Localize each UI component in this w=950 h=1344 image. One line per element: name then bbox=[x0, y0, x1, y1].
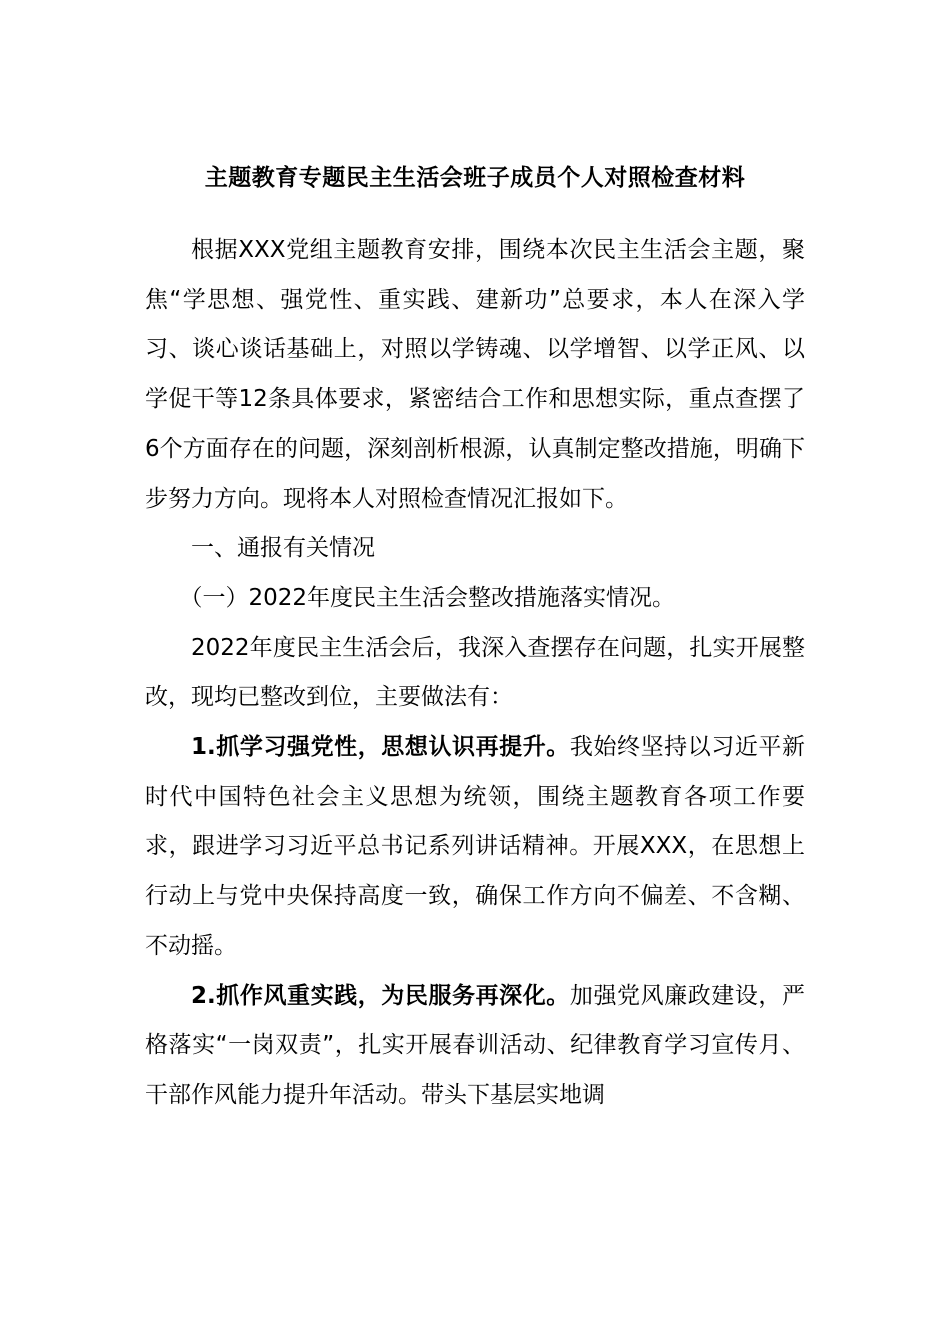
item-1-text: 我始终坚持以习近平新时代中国特色社会主义思想为统领，围绕主题教育各项工作要求，跟进学习习近平总书记系列讲话精神。开展XXX，在思想上行动上与党中央保持高度一致，确保工作方向不偏差、不含糊、不动摇。 bbox=[145, 734, 806, 959]
subsection-intro-paragraph: 2022年度民主生活会后，我深入查摆存在问题，扎实开展整改，现均已整改到位，主要做法有： bbox=[145, 634, 805, 711]
document-body bbox=[145, 226, 805, 1121]
document-title: 主题教育专题民主生活会班子成员个人对照检查材料 bbox=[204, 165, 746, 191]
item-1-lead: 1.抓学习强党性，思想认识再提升。 bbox=[191, 734, 570, 761]
section-heading: 一、通报有关情况 bbox=[191, 535, 375, 562]
item-1-paragraph bbox=[145, 723, 805, 972]
item-2-paragraph bbox=[145, 972, 805, 1121]
item-2-text: 加强党风廉政建设，严格落实“一岗双责”，扎实开展春训活动、纪律教育学习宣传月、干部作风能力提升年活动。带头下基层实地调 bbox=[145, 982, 806, 1108]
intro-paragraph: 根据XXX党组主题教育安排，围绕本次民主生活会主题，聚焦“学思想、强党性、重实践、建新功”总要求，本人在深入学习、谈心谈话基础上，对照以学铸魂、以学增智、以学正风、以学促干等12条具体要求，紧密结合工作和思想实际，重点查摆了6个方面存在的问题，深刻剖析根源，认真制定整改措施，明确下步努力方向。现将本人对照检查情况汇报如下。 bbox=[145, 237, 805, 512]
item-2-lead: 2.抓作风重实践，为民服务再深化。 bbox=[191, 982, 570, 1009]
subsection-heading: （一）2022年度民主生活会整改措施落实情况。 bbox=[179, 584, 676, 611]
